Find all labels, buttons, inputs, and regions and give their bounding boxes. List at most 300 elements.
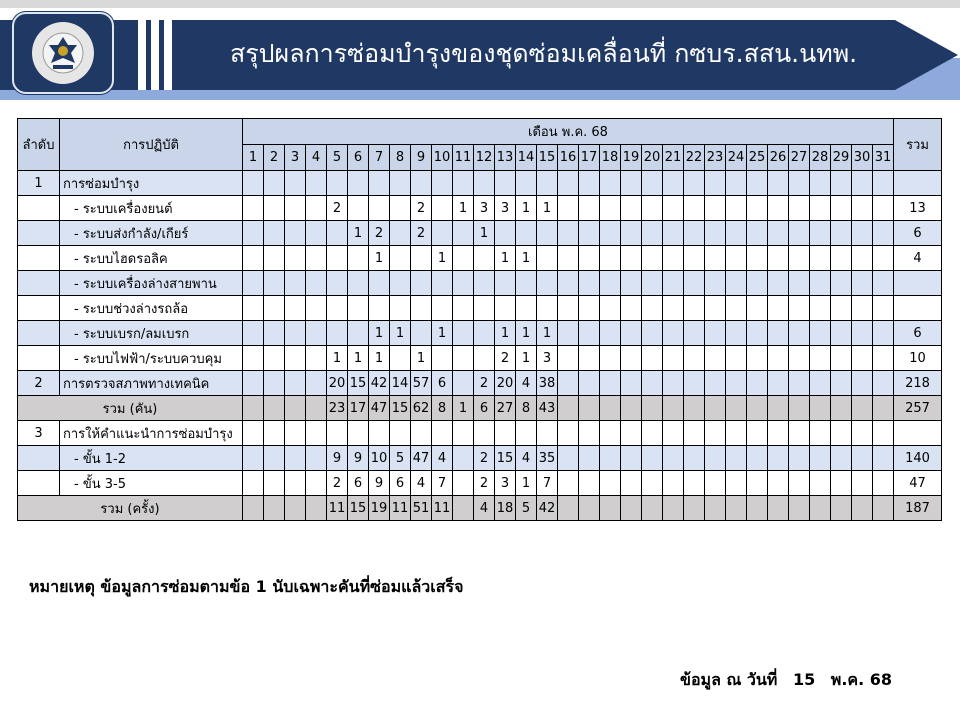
day-cell [306,296,327,321]
day-cell [789,471,810,496]
day-cell [642,296,663,321]
day-cell [768,471,789,496]
day-cell [558,371,579,396]
day-cell [726,221,747,246]
row-seq: 1 [18,171,60,196]
row-label: - ระบบส่งกำลัง/เกียร์ [60,221,243,246]
total-label: รวม (คัน) [18,396,243,421]
day-cell [684,321,705,346]
day-cell [579,321,600,346]
day-cell: 8 [516,396,537,421]
day-cell [453,446,474,471]
day-cell [306,421,327,446]
day-cell [768,271,789,296]
day-cell [579,371,600,396]
emblem-icon [32,22,94,84]
header-day: 8 [390,145,411,171]
day-cell [684,346,705,371]
data-date-label: ข้อมูล ณ วันที่ [680,670,778,689]
day-cell: 1 [516,321,537,346]
day-cell [663,321,684,346]
day-cell [663,271,684,296]
day-cell [285,496,306,521]
row-total: 6 [894,221,942,246]
day-cell [810,171,831,196]
day-cell [726,196,747,221]
day-cell: 62 [411,396,432,421]
header-day: 2 [264,145,285,171]
day-cell [684,296,705,321]
day-cell [264,171,285,196]
header-day: 6 [348,145,369,171]
header-day: 26 [768,145,789,171]
header-total: รวม [894,119,942,171]
row-label: - ระบบเบรก/ลมเบรก [60,321,243,346]
day-cell: 1 [432,246,453,271]
day-cell [495,421,516,446]
day-cell [243,446,264,471]
day-cell: 4 [432,446,453,471]
day-cell [621,271,642,296]
day-cell [285,321,306,346]
day-cell: 1 [516,471,537,496]
day-cell [852,321,873,346]
day-cell [768,321,789,346]
day-cell [873,296,894,321]
day-cell [747,321,768,346]
day-cell [726,321,747,346]
day-cell [642,421,663,446]
row-total: 4 [894,246,942,271]
day-cell [600,321,621,346]
header-day: 24 [726,145,747,171]
day-cell [558,246,579,271]
day-cell [684,446,705,471]
day-cell [789,221,810,246]
day-cell [621,396,642,421]
day-cell [306,396,327,421]
day-cell [285,221,306,246]
header-day: 14 [516,145,537,171]
day-cell [243,371,264,396]
header-day: 30 [852,145,873,171]
row-total: 218 [894,371,942,396]
day-cell [663,346,684,371]
day-cell [663,296,684,321]
day-cell [411,271,432,296]
day-cell [495,296,516,321]
day-cell: 1 [495,321,516,346]
banner-stripe [164,20,172,90]
day-cell [579,396,600,421]
day-cell [684,421,705,446]
day-cell [600,296,621,321]
day-cell [579,221,600,246]
day-cell [411,296,432,321]
day-cell [306,246,327,271]
day-cell [852,371,873,396]
day-cell [768,296,789,321]
day-cell [663,496,684,521]
day-cell: 11 [390,496,411,521]
header-month: เดือน พ.ค. 68 [243,119,894,145]
day-cell: 5 [390,446,411,471]
day-cell [558,171,579,196]
day-cell [411,321,432,346]
header-day: 17 [579,145,600,171]
day-cell: 2 [474,471,495,496]
day-cell [579,496,600,521]
row-seq [18,346,60,371]
day-cell [768,196,789,221]
day-cell [789,346,810,371]
day-cell [789,171,810,196]
row-label: - ระบบไฟฟ้า/ระบบควบคุม [60,346,243,371]
row-label: - ระบบช่วงล่างรถล้อ [60,296,243,321]
day-cell: 47 [369,396,390,421]
day-cell [537,221,558,246]
day-cell [411,171,432,196]
day-cell [369,171,390,196]
day-cell [705,421,726,446]
day-cell [558,446,579,471]
header-day: 7 [369,145,390,171]
row-total: 47 [894,471,942,496]
day-cell [306,446,327,471]
day-cell: 35 [537,446,558,471]
day-cell [768,421,789,446]
day-cell [831,446,852,471]
day-cell [453,221,474,246]
table-row [18,321,942,346]
day-cell: 6 [348,471,369,496]
day-cell [726,246,747,271]
day-cell: 3 [474,196,495,221]
day-cell [369,196,390,221]
day-cell [306,196,327,221]
day-cell [474,421,495,446]
day-cell: 1 [432,321,453,346]
day-cell [327,171,348,196]
day-cell: 1 [369,346,390,371]
day-cell [453,346,474,371]
total-row [18,396,942,421]
day-cell [705,371,726,396]
row-total: 140 [894,446,942,471]
day-cell [705,171,726,196]
day-cell [558,396,579,421]
day-cell [663,196,684,221]
day-cell: 57 [411,371,432,396]
day-cell: 17 [348,396,369,421]
day-cell: 51 [411,496,432,521]
day-cell [453,271,474,296]
day-cell [873,171,894,196]
day-cell [243,346,264,371]
maintenance-table [17,118,942,521]
day-cell [831,296,852,321]
day-cell [684,221,705,246]
header-day: 13 [495,145,516,171]
day-cell [831,421,852,446]
day-cell [579,421,600,446]
day-cell [873,496,894,521]
day-cell [243,421,264,446]
day-cell: 4 [516,446,537,471]
row-label: - ระบบไฮดรอลิค [60,246,243,271]
day-cell [369,296,390,321]
row-total [894,271,942,296]
day-cell [768,496,789,521]
day-cell [684,196,705,221]
day-cell [285,446,306,471]
row-label: - ระบบเครื่องล่างสายพาน [60,271,243,296]
day-cell [621,221,642,246]
day-cell: 1 [516,196,537,221]
row-total [894,421,942,446]
day-cell [390,271,411,296]
day-cell [285,171,306,196]
day-cell: 9 [348,446,369,471]
day-cell [621,421,642,446]
day-cell [432,171,453,196]
day-cell [726,496,747,521]
row-seq [18,221,60,246]
day-cell [516,221,537,246]
day-cell: 4 [474,496,495,521]
table-row [18,446,942,471]
day-cell [579,446,600,471]
day-cell [768,171,789,196]
header-day: 27 [789,145,810,171]
day-cell [831,471,852,496]
header-day: 21 [663,145,684,171]
row-total [894,296,942,321]
header-day: 31 [873,145,894,171]
header-day: 12 [474,145,495,171]
day-cell [600,196,621,221]
day-cell: 1 [369,321,390,346]
day-cell [264,321,285,346]
day-cell [411,421,432,446]
day-cell: 4 [411,471,432,496]
day-cell [705,271,726,296]
day-cell [432,421,453,446]
day-cell: 3 [537,346,558,371]
day-cell [789,396,810,421]
table-row [18,171,942,196]
day-cell [684,396,705,421]
day-cell [579,171,600,196]
total-label: รวม (ครั้ง) [18,496,243,521]
day-cell [663,221,684,246]
day-cell [516,296,537,321]
day-cell: 1 [348,346,369,371]
header-day: 28 [810,145,831,171]
day-cell [579,471,600,496]
day-cell [810,271,831,296]
day-cell [810,321,831,346]
day-cell [474,171,495,196]
day-cell [600,221,621,246]
day-cell [726,471,747,496]
day-cell [642,471,663,496]
day-cell: 14 [390,371,411,396]
row-label: การตรวจสภาพทางเทคนิค [60,371,243,396]
day-cell [726,296,747,321]
day-cell [747,421,768,446]
day-cell [831,196,852,221]
banner-stripe [138,20,146,90]
day-cell: 1 [516,246,537,271]
day-cell [873,446,894,471]
day-cell [789,196,810,221]
day-cell [642,346,663,371]
header-day: 4 [306,145,327,171]
row-seq [18,271,60,296]
day-cell [852,471,873,496]
day-cell [243,271,264,296]
day-cell [243,171,264,196]
day-cell [243,471,264,496]
day-cell [726,271,747,296]
table-row [18,421,942,446]
day-cell [873,196,894,221]
table-row [18,221,942,246]
day-cell [852,196,873,221]
day-cell [390,196,411,221]
day-cell [831,321,852,346]
day-cell [642,171,663,196]
day-cell [558,496,579,521]
row-label: - ขั้น 1-2 [60,446,243,471]
header-day: 3 [285,145,306,171]
day-cell [600,396,621,421]
day-cell: 1 [516,346,537,371]
day-cell [369,271,390,296]
day-cell [516,171,537,196]
day-cell [873,396,894,421]
day-cell [390,221,411,246]
day-cell [663,246,684,271]
day-cell: 11 [432,496,453,521]
day-cell [852,296,873,321]
day-cell [642,321,663,346]
day-cell [474,296,495,321]
day-cell [306,371,327,396]
day-cell [852,496,873,521]
row-seq [18,471,60,496]
day-cell [873,246,894,271]
day-cell [243,221,264,246]
day-cell [747,196,768,221]
data-date [680,668,902,693]
day-cell [873,421,894,446]
day-cell [453,296,474,321]
day-cell [810,496,831,521]
day-cell [306,471,327,496]
day-cell [684,371,705,396]
day-cell [516,271,537,296]
day-cell [810,221,831,246]
day-cell [621,171,642,196]
day-cell [579,246,600,271]
day-cell [306,321,327,346]
day-cell [831,171,852,196]
day-cell [663,171,684,196]
day-cell [327,246,348,271]
day-cell [747,446,768,471]
day-cell [390,296,411,321]
day-cell [705,346,726,371]
header-day: 16 [558,145,579,171]
day-cell [537,296,558,321]
day-cell: 3 [495,196,516,221]
day-cell [537,171,558,196]
day-cell [264,296,285,321]
day-cell [726,171,747,196]
day-cell [684,471,705,496]
day-cell: 8 [432,396,453,421]
day-cell: 42 [537,496,558,521]
day-cell [642,221,663,246]
table-row [18,371,942,396]
day-cell [831,496,852,521]
header-day: 23 [705,145,726,171]
day-cell [789,421,810,446]
day-cell: 9 [327,446,348,471]
day-cell [873,471,894,496]
day-cell [558,471,579,496]
day-cell [474,321,495,346]
day-cell [810,421,831,446]
day-cell: 38 [537,371,558,396]
day-cell: 1 [411,346,432,371]
row-label: การซ่อมบำรุง [60,171,243,196]
day-cell [831,246,852,271]
row-label: - ระบบเครื่องยนต์ [60,196,243,221]
day-cell [852,171,873,196]
day-cell [285,371,306,396]
day-cell [264,446,285,471]
day-cell [600,371,621,396]
day-cell: 43 [537,396,558,421]
day-cell: 7 [537,471,558,496]
data-date-month: พ.ค. 68 [830,670,893,689]
day-cell [537,271,558,296]
day-cell: 2 [327,196,348,221]
day-cell [747,296,768,321]
day-cell [684,496,705,521]
day-cell [726,396,747,421]
day-cell [453,371,474,396]
day-cell [747,346,768,371]
day-cell [663,371,684,396]
day-cell [264,396,285,421]
day-cell [810,371,831,396]
day-cell: 1 [453,396,474,421]
day-cell [243,396,264,421]
day-cell: 15 [495,446,516,471]
total-row [18,496,942,521]
header-activity: การปฏิบัติ [60,119,243,171]
day-cell [810,346,831,371]
table-row [18,296,942,321]
day-cell [768,446,789,471]
day-cell [747,246,768,271]
row-total: 187 [894,496,942,521]
day-cell [243,321,264,346]
